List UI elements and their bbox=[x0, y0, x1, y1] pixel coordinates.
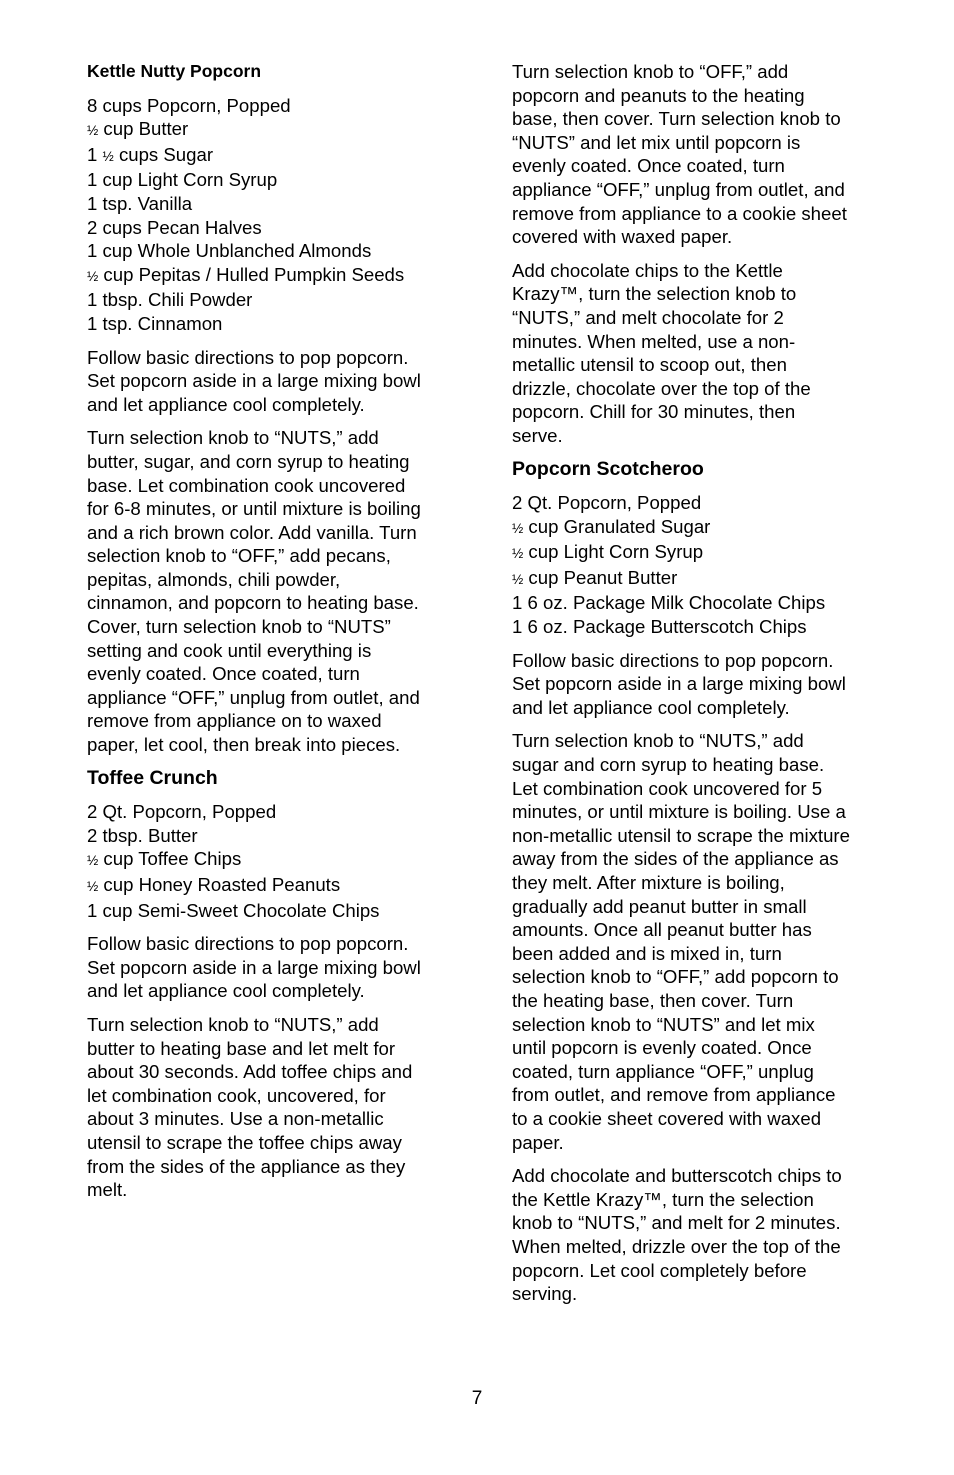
direction-line: non-metallic utensil to scrape the mixture bbox=[512, 824, 850, 846]
ingredient-item bbox=[87, 216, 467, 240]
direction-line: Follow basic directions to pop popcorn. bbox=[87, 346, 409, 368]
ingredient-pre: 2 tbsp. Butter bbox=[87, 824, 198, 846]
ingredient-frac: ½ bbox=[87, 853, 99, 869]
ingredient-post: cup Honey Roasted Peanuts bbox=[98, 874, 341, 895]
ingredient-item bbox=[512, 615, 892, 639]
ingredient-item bbox=[87, 263, 467, 289]
ingredient-pre: 1 tsp. Cinnamon bbox=[87, 312, 223, 334]
direction-line: covered with waxed paper. bbox=[512, 226, 733, 248]
direction-line: base, then cover. Turn selection knob to bbox=[512, 108, 841, 130]
direction-line: “NUTS” and let mix until popcorn is bbox=[512, 131, 801, 153]
direction-line: and a rich brown color. Add vanilla. Turn bbox=[87, 521, 417, 543]
direction-line: Set popcorn aside in a large mixing bowl bbox=[512, 673, 846, 695]
direction-paragraph bbox=[512, 1164, 892, 1306]
direction-line: let combination cook, uncovered, for bbox=[87, 1084, 386, 1106]
ingredient-pre: 8 cups Popcorn, Popped bbox=[87, 94, 291, 116]
direction-line: Turn selection knob to “NUTS,” add bbox=[87, 427, 379, 449]
direction-line: drizzle, chocolate over the top of the bbox=[512, 377, 811, 399]
ingredient-pre: 1 cup Whole Unblanched Almonds bbox=[87, 240, 372, 262]
direction-line: metallic utensil to scoop out, then bbox=[512, 354, 787, 376]
direction-line: amounts. Once all peanut butter has bbox=[512, 919, 812, 941]
direction-line: sugar and corn syrup to heating base. bbox=[512, 754, 825, 776]
direction-line: pepitas, almonds, chili powder, bbox=[87, 568, 341, 590]
direction-line: popcorn. Chill for 30 minutes, then bbox=[512, 401, 796, 423]
right-column bbox=[512, 60, 892, 1316]
ingredient-pre: 1 6 oz. Package Milk Chocolate Chips bbox=[512, 592, 826, 614]
ingredient-frac: ½ bbox=[102, 148, 114, 164]
recipe-kettle-nutty-popcorn bbox=[87, 60, 467, 757]
ingredient-post: cup Granulated Sugar bbox=[523, 515, 711, 537]
direction-line: setting and cook until everything is bbox=[87, 639, 372, 661]
ingredient-pre: 2 Qt. Popcorn, Popped bbox=[87, 801, 277, 823]
ingredient-item bbox=[87, 288, 467, 312]
direction-line: Turn selection knob to “NUTS,” add bbox=[87, 1013, 379, 1035]
directions bbox=[512, 649, 892, 1306]
direction-line: selection knob to “OFF,” add pecans, bbox=[87, 545, 391, 567]
directions bbox=[87, 346, 467, 757]
direction-line: Cover, turn selection knob to “NUTS” bbox=[87, 616, 391, 638]
ingredient-frac: ½ bbox=[87, 879, 99, 894]
direction-line: and let appliance cool completely. bbox=[512, 696, 790, 718]
direction-line: they melt. After mixture is boiling, bbox=[512, 872, 785, 893]
direction-line: Add chocolate chips to the Kettle bbox=[512, 259, 783, 281]
direction-paragraph bbox=[512, 729, 892, 1154]
direction-paragraph bbox=[87, 1013, 467, 1202]
ingredient-pre: 1 6 oz. Package Butterscotch Chips bbox=[512, 616, 807, 638]
ingredient-post: cup Light Corn Syrup bbox=[523, 541, 704, 563]
direction-line: butter, sugar, and corn syrup to heating bbox=[87, 450, 410, 472]
direction-line: Set popcorn aside in a large mixing bowl bbox=[87, 370, 421, 392]
direction-line: from the sides of the appliance as they bbox=[87, 1155, 406, 1177]
recipe-title: Toffee Crunch bbox=[87, 766, 218, 789]
direction-line: selection knob to “NUTS” and let mix bbox=[512, 1013, 815, 1035]
ingredient-post: cup Butter bbox=[98, 118, 189, 140]
direction-line: serve. bbox=[512, 424, 563, 446]
direction-line: base. Let combination cook uncovered bbox=[87, 474, 406, 496]
direction-line: When melted, drizzle over the top of the bbox=[512, 1235, 841, 1257]
ingredient-item bbox=[87, 899, 467, 923]
ingredient-item bbox=[512, 566, 892, 592]
direction-line: Follow basic directions to pop popcorn. bbox=[87, 933, 409, 955]
direction-line: selection knob to “OFF,” add popcorn to bbox=[512, 966, 839, 988]
ingredient-item bbox=[87, 143, 467, 169]
ingredient-post: cup Pepitas / Hulled Pumpkin Seeds bbox=[98, 263, 405, 285]
ingredient-item bbox=[87, 312, 467, 336]
ingredient-item bbox=[87, 192, 467, 216]
recipe-title: Kettle Nutty Popcorn bbox=[87, 61, 262, 81]
recipe-title: Popcorn Scotcheroo bbox=[512, 457, 704, 480]
ingredient-item bbox=[87, 168, 467, 192]
direction-paragraph bbox=[87, 346, 467, 417]
direction-line: been added and is mixed in, turn bbox=[512, 942, 782, 964]
direction-line: Follow basic directions to pop popcorn. bbox=[512, 649, 834, 671]
page-number: 7 bbox=[471, 1388, 483, 1409]
direction-line: from outlet, and remove from appliance bbox=[512, 1084, 836, 1106]
directions bbox=[512, 60, 892, 448]
ingredient-frac: ½ bbox=[87, 268, 99, 284]
ingredient-list bbox=[512, 491, 892, 639]
direction-line: popcorn. Let cool completely before bbox=[512, 1259, 807, 1281]
direction-line: Turn selection knob to “NUTS,” add bbox=[512, 730, 804, 752]
ingredient-item bbox=[512, 540, 892, 566]
direction-line: paper, let cool, then break into pieces. bbox=[87, 734, 401, 756]
ingredient-item bbox=[512, 491, 892, 515]
ingredient-item bbox=[87, 824, 467, 848]
ingredient-frac: ½ bbox=[512, 571, 524, 587]
direction-line: appliance “OFF,” unplug from outlet, and bbox=[512, 178, 845, 200]
ingredient-pre: 2 Qt. Popcorn, Popped bbox=[512, 492, 702, 514]
ingredient-post: cups Sugar bbox=[113, 143, 214, 165]
direction-line: the Kettle Krazy™, turn the selection bbox=[512, 1188, 814, 1210]
recipe-toffee-crunch bbox=[87, 767, 467, 1202]
direction-line: Add chocolate and butterscotch chips to bbox=[512, 1165, 842, 1187]
direction-line: gradually add peanut butter in small bbox=[512, 895, 807, 917]
direction-line: paper. bbox=[512, 1131, 564, 1153]
direction-paragraph bbox=[87, 426, 467, 756]
ingredient-list bbox=[87, 800, 467, 922]
ingredient-pre: 1 tbsp. Chili Powder bbox=[87, 289, 253, 311]
ingredient-pre: 1 bbox=[87, 143, 103, 165]
ingredient-item bbox=[512, 591, 892, 615]
direction-line: minutes. When melted, use a non- bbox=[512, 330, 796, 352]
direction-line: utensil to scrape the toffee chips away bbox=[87, 1131, 402, 1153]
direction-line: knob to “NUTS,” and melt for 2 minutes. bbox=[512, 1212, 841, 1234]
direction-line: evenly coated. Once coated, turn bbox=[87, 663, 360, 685]
direction-line: and let appliance cool completely. bbox=[87, 980, 365, 1002]
direction-paragraph bbox=[512, 60, 892, 249]
direction-line: cinnamon, and popcorn to heating base. bbox=[87, 592, 419, 614]
direction-line: butter to heating base and let melt for bbox=[87, 1037, 396, 1059]
direction-line: until popcorn is evenly coated. Once bbox=[512, 1037, 812, 1059]
direction-paragraph bbox=[512, 259, 892, 448]
ingredient-item bbox=[87, 847, 467, 873]
direction-line: Krazy™, turn the selection knob to bbox=[512, 283, 797, 305]
direction-paragraph bbox=[87, 932, 467, 1003]
direction-line: the heating base, then cover. Turn bbox=[512, 989, 794, 1011]
direction-line: and let appliance cool completely. bbox=[87, 393, 365, 415]
direction-line: popcorn and peanuts to the heating bbox=[512, 84, 805, 106]
direction-line: to a cookie sheet covered with waxed bbox=[512, 1107, 822, 1129]
direction-paragraph bbox=[512, 649, 892, 720]
ingredient-item bbox=[87, 873, 467, 899]
direction-line: Set popcorn aside in a large mixing bowl bbox=[87, 956, 421, 978]
direction-line: remove from appliance to a cookie sheet bbox=[512, 202, 847, 224]
direction-line: “NUTS,” and melt chocolate for 2 bbox=[512, 306, 784, 328]
ingredient-item bbox=[512, 515, 892, 541]
direction-line: away from the sides of the appliance as bbox=[512, 848, 839, 870]
direction-line: minutes, or until mixture is boiling. Use a bbox=[512, 801, 846, 823]
ingredient-pre: 2 cups Pecan Halves bbox=[87, 216, 262, 238]
ingredient-list bbox=[87, 94, 467, 336]
ingredient-pre: 1 cup Semi-Sweet Chocolate Chips bbox=[87, 899, 380, 921]
ingredient-pre: 1 tsp. Vanilla bbox=[87, 192, 193, 214]
ingredient-item bbox=[87, 117, 467, 143]
direction-line: appliance “OFF,” unplug from outlet, and bbox=[87, 686, 420, 708]
ingredient-item bbox=[87, 800, 467, 824]
recipe-popcorn-scotcheroo bbox=[512, 458, 892, 1306]
direction-line: Let combination cook uncovered for 5 bbox=[512, 777, 823, 799]
ingredient-post: cup Peanut Butter bbox=[523, 566, 678, 588]
ingredient-frac: ½ bbox=[87, 123, 99, 139]
direction-line: Turn selection knob to “OFF,” add bbox=[512, 61, 789, 82]
left-column bbox=[87, 60, 467, 1212]
directions bbox=[87, 932, 467, 1202]
direction-line: coated, turn appliance “OFF,” unplug bbox=[512, 1060, 814, 1082]
direction-line: evenly coated. Once coated, turn bbox=[512, 155, 785, 177]
recipe-toffee-crunch-continued bbox=[512, 60, 892, 448]
direction-line: about 3 minutes. Use a non-metallic bbox=[87, 1108, 384, 1130]
direction-line: serving. bbox=[512, 1283, 578, 1305]
direction-line: about 30 seconds. Add toffee chips and bbox=[87, 1061, 413, 1083]
ingredient-post: cup Toffee Chips bbox=[98, 848, 242, 870]
ingredient-frac: ½ bbox=[512, 520, 524, 536]
direction-line: remove from appliance on to waxed bbox=[87, 710, 382, 732]
ingredient-item bbox=[87, 239, 467, 263]
ingredient-item bbox=[87, 94, 467, 118]
direction-line: melt. bbox=[87, 1179, 128, 1201]
ingredient-frac: ½ bbox=[512, 546, 524, 562]
direction-line: for 6-8 minutes, or until mixture is boiling bbox=[87, 498, 421, 520]
ingredient-pre: 1 cup Light Corn Syrup bbox=[87, 169, 278, 191]
